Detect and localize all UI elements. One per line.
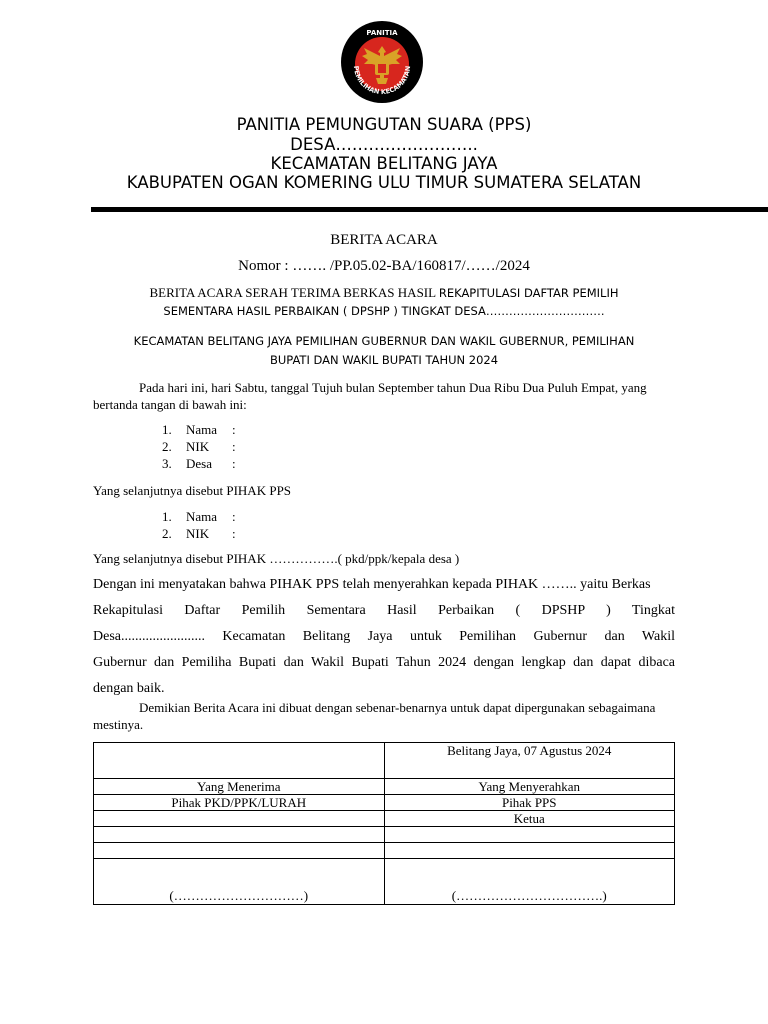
header-kabupaten: KABUPATEN OGAN KOMERING ULU TIMUR SUMATERA SELATAN	[126, 173, 642, 192]
list-item	[162, 525, 236, 542]
statement-paragraph	[93, 572, 675, 702]
document-title: BERITA ACARA	[330, 232, 438, 248]
table-row	[94, 743, 675, 779]
table-row	[94, 795, 675, 811]
header-kecamatan: KECAMATAN BELITANG JAYA	[270, 154, 498, 173]
list-item	[162, 421, 236, 438]
receiver-signature-cell: (…………………………)	[94, 859, 385, 905]
statement-line-1	[93, 572, 675, 598]
place-date-cell: Belitang Jaya, 07 Agustus 2024	[384, 743, 675, 779]
header-desa: DESA……………………..	[290, 135, 478, 154]
pihak-pps-statement: Yang selanjutnya disebut PIHAK PPS	[93, 483, 292, 498]
header-org-name: PANITIA PEMUNGUTAN SUARA (PPS)	[236, 115, 532, 134]
table-cell-empty	[94, 827, 385, 843]
table-cell-empty	[384, 843, 675, 859]
receiver-role-cell: Yang Menerima	[94, 779, 385, 795]
list-colon: :	[232, 422, 236, 437]
list-label: Desa	[186, 456, 212, 471]
intro-paragraph: Pada hari ini, hari Sabtu, tanggal Tujuh bulan September tahun Dua Ribu Dua Puluh Empat, yang bertanda tangan di bawah ini:	[93, 380, 647, 412]
logo-top-text: PANITIA	[366, 29, 398, 37]
giver-party-cell: Pihak PPS	[384, 795, 675, 811]
list-item	[162, 508, 236, 525]
table-cell-empty	[384, 827, 675, 843]
table-cell-empty	[94, 743, 385, 779]
list-colon: :	[232, 456, 236, 471]
table-row	[94, 779, 675, 795]
identity-list-2	[162, 508, 236, 542]
subtitle-line-1a: BERITA ACARA SERAH TERIMA BERKAS HASIL	[149, 285, 439, 300]
identity-list-1	[162, 421, 236, 472]
giver-title-cell: Ketua	[384, 811, 675, 827]
logo-ring-text: PEMILIHAN KECAMATAN	[351, 65, 413, 97]
table-cell-empty	[94, 811, 385, 827]
subtitle-line-2: SEMENTARA HASIL PERBAIKAN ( DPSHP ) TINGKAT DESA………………………….	[163, 304, 605, 318]
list-number: 3.	[162, 456, 172, 471]
subtitle-line-1b: REKAPITULASI DAFTAR PEMILIH	[438, 286, 619, 300]
list-item	[162, 455, 236, 472]
list-colon: :	[232, 439, 236, 454]
list-label: NIK	[186, 526, 210, 541]
signature-table	[93, 742, 675, 905]
list-number: 2.	[162, 526, 172, 541]
list-number: 1.	[162, 509, 172, 524]
table-cell-empty	[94, 843, 385, 859]
subtitle-line-4: BUPATI DAN WAKIL BUPATI TAHUN 2024	[269, 353, 499, 367]
subtitle-line-3: KECAMATAN BELITANG JAYA PEMILIHAN GUBERNUR DAN WAKIL GUBERNUR, PEMILIHAN	[133, 334, 635, 348]
table-row	[94, 859, 675, 905]
panitia-pemilihan-kecamatan-logo	[340, 20, 424, 104]
statement-line-5: dengan baik.	[93, 681, 165, 696]
list-colon: :	[232, 526, 236, 541]
pihak-other-statement: Yang selanjutnya disebut PIHAK …………….( pkd/ppk/kepala desa )	[93, 551, 460, 566]
list-colon: :	[232, 509, 236, 524]
list-number: 2.	[162, 439, 172, 454]
table-row	[94, 827, 675, 843]
giver-role-cell: Yang Menyerahkan	[384, 779, 675, 795]
statement-line-3: Desa........................ Kecamatan Belitang Jaya untuk Pemilihan Gubernur dan Wakil	[93, 629, 675, 644]
list-label: Nama	[186, 422, 218, 437]
closing-paragraph: Demikian Berita Acara ini dibuat dengan sebenar-benarnya untuk dapat dipergunakan sebagaimana mestinya.	[93, 700, 656, 732]
table-row	[94, 811, 675, 827]
table-row	[94, 843, 675, 859]
list-number: 1.	[162, 422, 172, 437]
header-divider	[91, 207, 768, 212]
list-label: NIK	[186, 439, 210, 454]
giver-signature-cell: (…………………………….)	[384, 859, 675, 905]
statement-line-2: Rekapitulasi Daftar Pemilih Sementara Hasil Perbaikan ( DPSHP ) Tingkat	[93, 603, 675, 618]
list-label: Nama	[186, 509, 218, 524]
document-number: Nomor : ……. /PP.05.02-BA/160817/……/2024	[238, 258, 530, 274]
statement-line-1-text: Dengan ini menyatakan bahwa PIHAK PPS telah menyerahkan kepada PIHAK …….. yaitu Berkas	[93, 577, 651, 592]
statement-line-4: Gubernur dan Pemiliha Bupati dan Wakil Bupati Tahun 2024 dengan lengkap dan dapat dibaca	[93, 655, 675, 670]
list-item	[162, 438, 236, 455]
subtitle-line-1	[0, 283, 768, 303]
receiver-party-cell: Pihak PKD/PPK/LURAH	[94, 795, 385, 811]
